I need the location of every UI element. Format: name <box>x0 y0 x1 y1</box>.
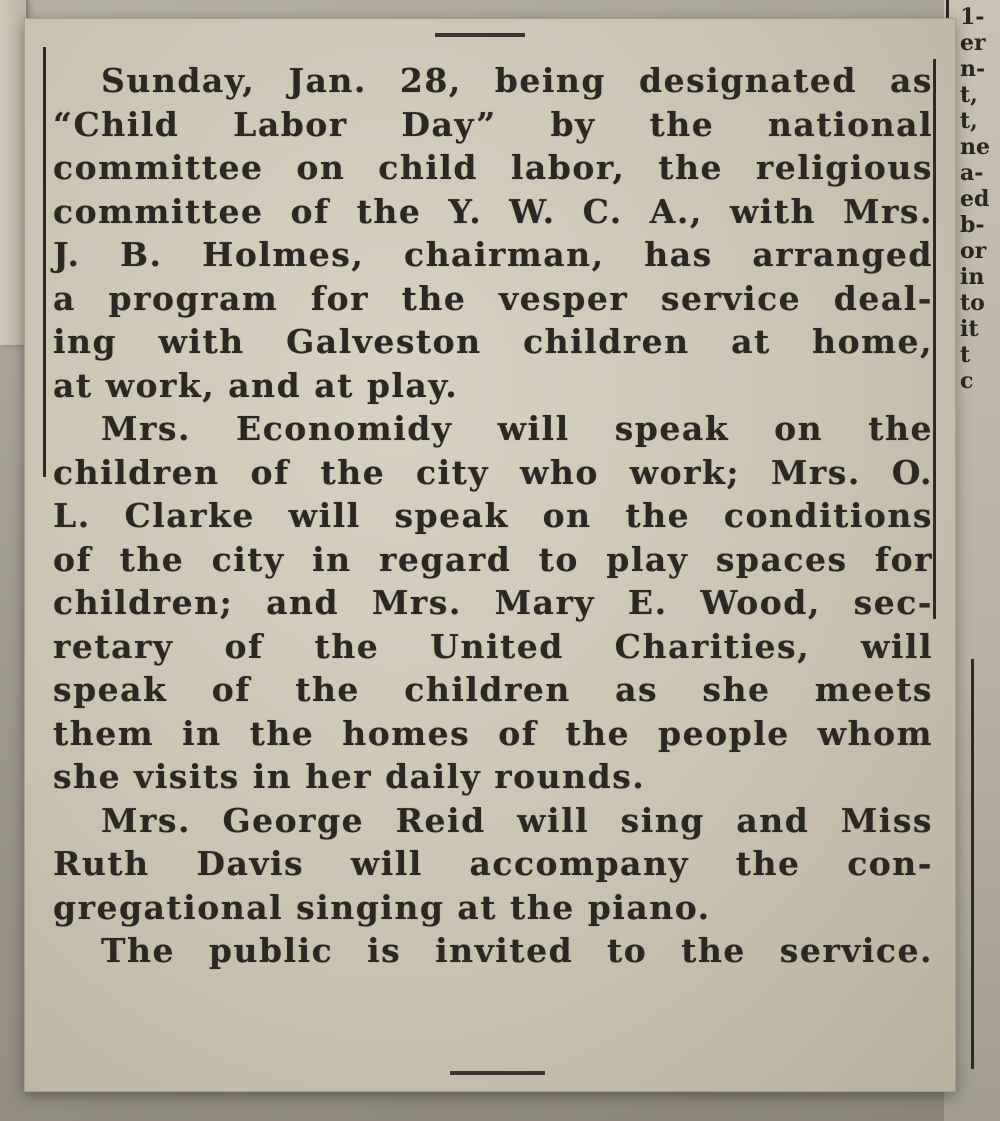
article-line: at work, and at play. <box>53 365 459 405</box>
fragment-line: a- <box>960 160 984 186</box>
article-line: them in the homes of the people whom <box>53 713 933 753</box>
right-column-rule-lower <box>971 659 974 1069</box>
fragment-line: 1- <box>960 4 985 30</box>
fragment-line: ne <box>960 134 990 160</box>
fragment-line: b- <box>960 212 985 238</box>
fragment-line: in <box>960 264 985 290</box>
fragment-line: n- <box>960 56 986 82</box>
bottom-dash-rule <box>450 1071 545 1075</box>
right-column-rule <box>933 59 936 619</box>
fragment-line: t, <box>960 108 978 134</box>
left-column-rule <box>43 47 46 477</box>
article-line: Sunday, Jan. 28, being designated as <box>101 61 933 100</box>
article-line: J. B. Holmes, chairman, has arranged <box>53 235 933 274</box>
article-line: a program for the vesper service deal- <box>53 278 933 318</box>
article-line: retary of the United Charities, will <box>53 626 933 666</box>
top-dash-rule <box>435 33 525 37</box>
article-line: children; and Mrs. Mary E. Wood, sec- <box>53 583 933 622</box>
article-line: she visits in her daily rounds. <box>53 757 646 796</box>
fragment-line: ed <box>960 186 990 212</box>
fragment-line: to <box>960 290 985 316</box>
newspaper-clipping <box>24 18 956 1092</box>
article-line: committee of the Y. W. C. A., with Mrs. <box>53 191 933 231</box>
fragment-line: t <box>960 342 971 368</box>
article-line: children of the city who work; Mrs. O. <box>53 452 933 492</box>
fragment-line: t, <box>960 82 978 108</box>
fragment-line: or <box>960 238 987 264</box>
fragment-line: er <box>960 30 986 56</box>
article-line: of the city in regard to play spaces for <box>53 539 933 579</box>
article-line: Mrs. George Reid will sing and Miss <box>101 800 933 840</box>
article-line: ing with Galveston children at home, <box>53 322 933 361</box>
fragment-line: c <box>960 368 974 394</box>
article-line: “Child Labor Day” by the national <box>53 104 933 144</box>
article-line: gregational singing at the piano. <box>53 887 711 927</box>
adjacent-column-fragments <box>960 4 1000 394</box>
article-line: speak of the children as she meets <box>53 670 933 709</box>
article-line: Ruth Davis will accompany the con- <box>53 844 933 883</box>
fragment-line: it <box>960 316 979 342</box>
article-line: The public is invited to the service. <box>101 931 933 970</box>
article-body <box>53 59 933 973</box>
article-line: committee on child labor, the religious <box>53 148 933 187</box>
article-line: L. Clarke will speak on the conditions <box>53 496 933 535</box>
article-line: Mrs. Economidy will speak on the <box>101 409 933 448</box>
